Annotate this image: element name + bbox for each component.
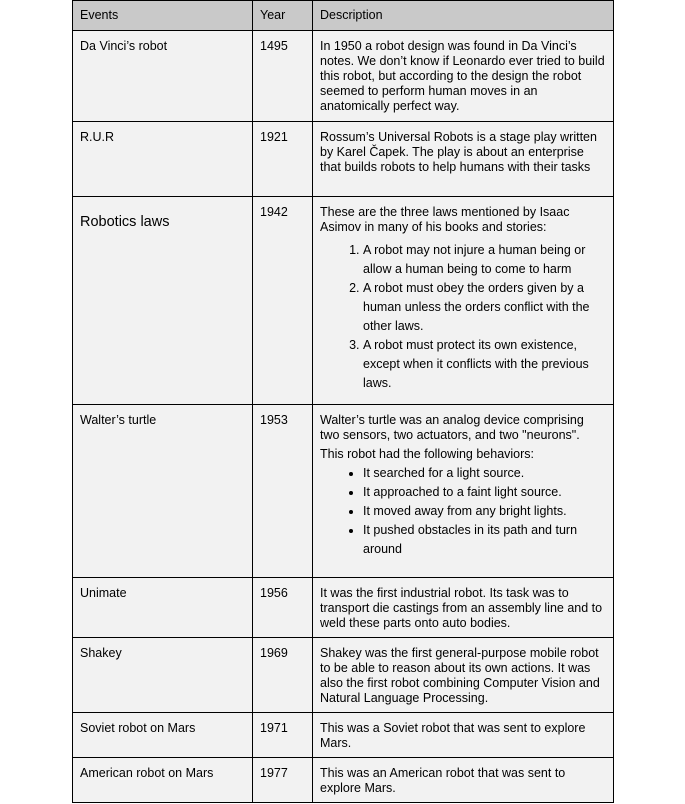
event-cell: Walter’s turtle <box>73 405 253 578</box>
year-cell: 1495 <box>253 31 313 122</box>
description-cell <box>313 638 614 713</box>
event-cell: Da Vinci’s robot <box>73 31 253 122</box>
year-cell: 1969 <box>253 638 313 713</box>
table-row <box>73 713 614 758</box>
header-events: Events <box>73 1 253 31</box>
list-item: • It searched for a light source. <box>363 464 606 483</box>
year-cell: 1921 <box>253 122 313 197</box>
description-text: Walter’s turtle was an analog device comprising two sensors, two actuators, and two "neurons". <box>320 413 584 442</box>
description-text: In 1950 a robot design was found in Da Vinci’s notes. We don’t know if Leonardo ever tried to build this robot, but according to the design the robot seemed to perform human moves in an anatomically perfect way. <box>320 39 605 113</box>
event-cell: Unimate <box>73 578 253 638</box>
table-row <box>73 638 614 713</box>
description-cell <box>313 578 614 638</box>
event-cell: Soviet robot on Mars <box>73 713 253 758</box>
year-cell: 1942 <box>253 197 313 405</box>
behaviors-list <box>320 464 606 559</box>
header-row <box>73 1 614 31</box>
event-cell: American robot on Mars <box>73 758 253 803</box>
description-text: Rossum’s Universal Robots is a stage play written by Karel Čapek. The play is about an enterprise that builds robots to help humans with their tasks <box>320 130 597 174</box>
year-cell: 1977 <box>253 758 313 803</box>
list-item: 3. A robot must protect its own existence, except when it conflicts with the previous laws. <box>363 336 606 393</box>
event-cell: R.U.R <box>73 122 253 197</box>
robotics-laws-list <box>320 241 606 393</box>
description-cell <box>313 197 614 405</box>
description-cell <box>313 713 614 758</box>
description-text: Shakey was the first general-purpose mobile robot to be able to reason about its own actions. It was also the first robot combining Computer Vision and Natural Language Processing. <box>320 646 600 705</box>
table-row <box>73 578 614 638</box>
description-cell <box>313 758 614 803</box>
description-text: This was a Soviet robot that was sent to explore Mars. <box>320 721 586 750</box>
table-row <box>73 405 614 578</box>
year-cell: 1971 <box>253 713 313 758</box>
header-year: Year <box>253 1 313 31</box>
table-row <box>73 31 614 122</box>
table-row <box>73 122 614 197</box>
table-row <box>73 197 614 405</box>
table-row <box>73 758 614 803</box>
description-cell <box>313 122 614 197</box>
event-cell: Shakey <box>73 638 253 713</box>
description-cell <box>313 31 614 122</box>
list-item: 1. A robot may not injure a human being or allow a human being to come to harm <box>363 241 606 279</box>
list-item: • It pushed obstacles in its path and turn around <box>363 521 606 559</box>
description-text-2: This robot had the following behaviors: <box>320 447 535 461</box>
description-text: This was an American robot that was sent to explore Mars. <box>320 766 566 795</box>
header-description: Description <box>313 1 614 31</box>
list-item: • It moved away from any bright lights. <box>363 502 606 521</box>
list-item: • It approached to a faint light source. <box>363 483 606 502</box>
description-text: These are the three laws mentioned by Isaac Asimov in many of his books and stories: <box>320 205 570 234</box>
description-text: It was the first industrial robot. Its task was to transport die castings from an assembly line and to weld these parts onto auto bodies. <box>320 586 603 630</box>
list-item: 2. A robot must obey the orders given by a human unless the orders conflict with the other laws. <box>363 279 606 336</box>
year-cell: 1953 <box>253 405 313 578</box>
year-cell: 1956 <box>253 578 313 638</box>
event-cell: Robotics laws <box>73 197 253 405</box>
robotics-timeline-table <box>72 0 614 803</box>
description-cell <box>313 405 614 578</box>
